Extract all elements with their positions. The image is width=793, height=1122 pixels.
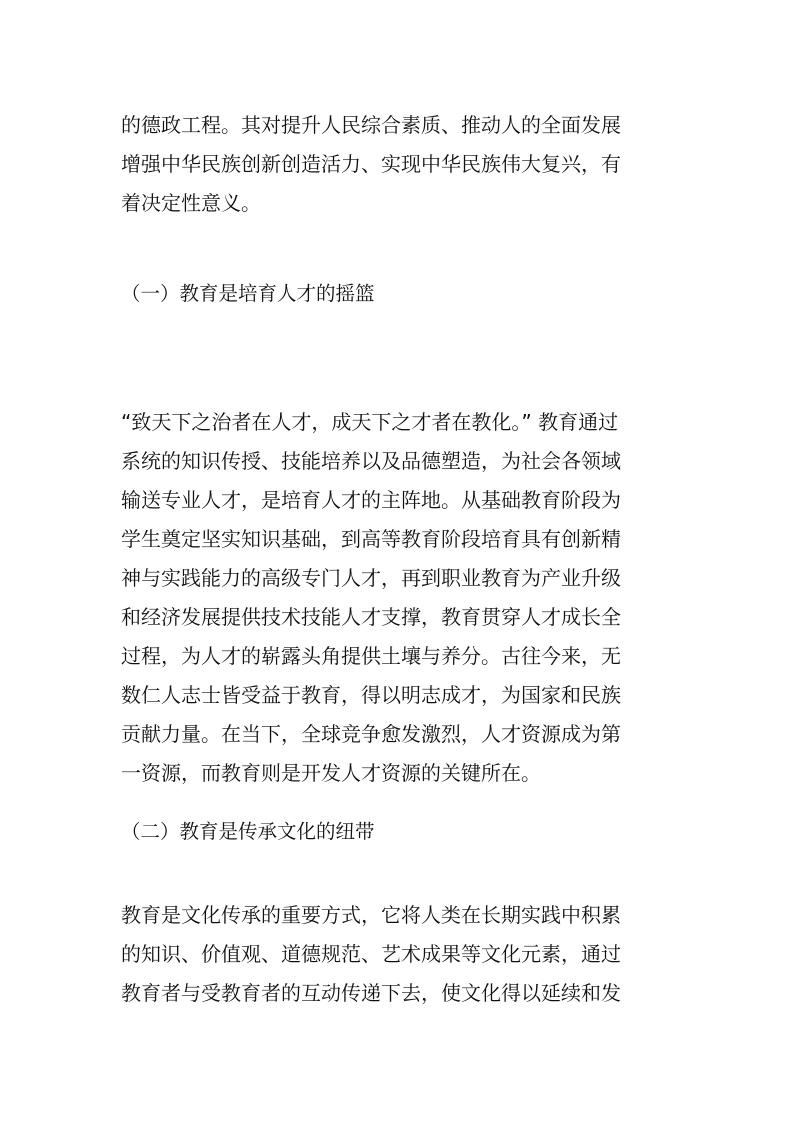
paragraph-talent-cultivation bbox=[121, 403, 681, 793]
paragraph-cultural-heritage bbox=[121, 896, 681, 1013]
text-line: 学生奠定坚实知识基础，到高等教育阶段培育具有创新精 bbox=[121, 527, 621, 551]
text-line: 和经济发展提供技术技能人才支撑，教育贯穿人才成长全 bbox=[121, 605, 621, 629]
text-line: 着决定性意义。 bbox=[121, 191, 261, 215]
text-line: 数仁人志士皆受益于教育，得以明志成才，为国家和民族 bbox=[121, 683, 621, 707]
text-line: 贡献力量。在当下，全球竞争愈发激烈，人才资源成为第 bbox=[121, 722, 621, 746]
text-line: 输送专业人才，是培育人才的主阵地。从基础教育阶段为 bbox=[121, 488, 621, 512]
heading-text: （二）教育是传承文化的纽带 bbox=[121, 820, 375, 843]
text-line: “致天下之治者在人才，成天下之才者在教化。” 教育通过 bbox=[121, 410, 619, 434]
text-line: 一资源，而教育则是开发人才资源的关键所在。 bbox=[121, 761, 541, 785]
section-heading-1 bbox=[121, 274, 681, 313]
section-heading-2 bbox=[121, 812, 681, 851]
text-line: 过程，为人才的崭露头角提供土壤与养分。古往今来，无 bbox=[121, 644, 621, 668]
text-line: 增强中华民族创新创造活力、实现中华民族伟大复兴，有 bbox=[121, 152, 621, 176]
text-line: 的德政工程。其对提升人民综合素质、推动人的全面发展 bbox=[121, 113, 621, 137]
text-line: 系统的知识传授、技能培养以及品德塑造，为社会各领域 bbox=[121, 449, 621, 473]
text-line: 神与实践能力的高级专门人才，再到职业教育为产业升级 bbox=[121, 566, 621, 590]
paragraph-intro-continuation bbox=[121, 106, 681, 223]
text-line: 的知识、价值观、道德规范、艺术成果等文化元素，通过 bbox=[121, 942, 621, 966]
text-line: 教育是文化传承的重要方式，它将人类在长期实践中积累 bbox=[121, 903, 621, 927]
heading-text: （一）教育是培育人才的摇篮 bbox=[121, 282, 375, 305]
text-line: 教育者与受教育者的互动传递下去，使文化得以延续和发 bbox=[121, 981, 621, 1005]
